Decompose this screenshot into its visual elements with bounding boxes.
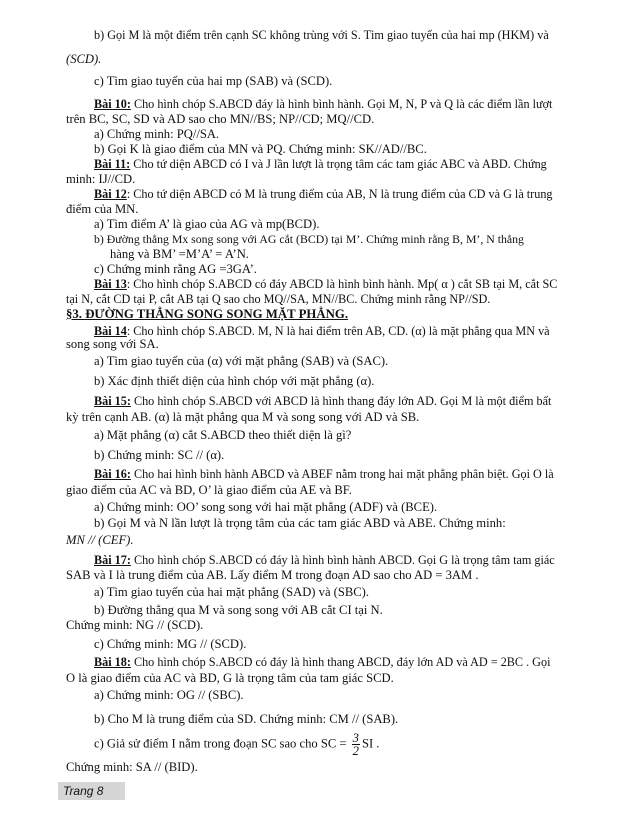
text-line: b) Chứng minh: SC // (α).: [94, 448, 225, 462]
text-line: b) Đường thẳng qua M và song song với AB cắt CI tại N.: [94, 603, 383, 617]
text-line: SAB và I là trung điểm của AB. Lấy điểm M trong đoạn AD sao cho AD = 3AM .: [66, 568, 479, 582]
text-line: c) Tìm giao tuyến của hai mp (SAB) và (SCD).: [94, 74, 333, 88]
exercise-16: [94, 467, 598, 482]
text-line: [94, 732, 598, 757]
page-number-footer: Trang 8: [58, 782, 125, 800]
math-text: c) Giả sử điểm I nằm trong đoạn SC sao cho SC =: [94, 736, 350, 751]
exercise-13: [94, 277, 598, 292]
text-line: b) Gọi M là một điểm trên cạnh SC không trùng với S. Tìm giao tuyến của hai mp (HKM) và: [94, 28, 549, 42]
text-line: b) Gọi K là giao điểm của MN và PQ. Chứng minh: SK//AD//BC.: [94, 142, 427, 156]
exercise-title: Bài 17:: [94, 553, 131, 567]
text-line: giao điểm của AC và BD, O’ là giao điểm của AE và BF.: [66, 483, 352, 497]
exercise-title: Bài 12: [94, 187, 127, 201]
text-line: trên BC, SC, SD và AD sao cho MN//BS; NP//CD; MQ//CD.: [66, 112, 375, 126]
exercise-title: Bài 16:: [94, 467, 131, 481]
text-line: b) Đường thẳng Mx song song với AG cắt (BCD) tại M’. Chứng minh rằng B, M’, N thẳng: [94, 232, 524, 246]
text-line: c) Chứng minh rằng AG =3GA’.: [94, 262, 257, 276]
text-line: a) Mặt phẳng (α) cắt S.ABCD theo thiết diện là gì?: [94, 428, 352, 442]
fraction-denominator: 2: [352, 744, 359, 758]
text-line: Chứng minh: SA // (BID).: [66, 760, 198, 774]
exercise-text: Cho hình chóp S.ABCD với ABCD là hình thang đáy lớn AD. Gọi M là một điểm bất: [130, 394, 552, 408]
text-line: a) Chứng minh: PQ//SA.: [94, 127, 220, 141]
text-line: minh: IJ//CD.: [66, 172, 136, 186]
exercise-text: Cho hình chóp S.ABCD có đáy là hình thang ABCD, đáy lớn AD và AD = 2BC . Gọi: [130, 655, 551, 669]
text-line: Chứng minh: NG // (SCD).: [66, 618, 204, 632]
exercise-title: Bài 18:: [94, 655, 131, 669]
text-line: a) Chứng minh: OO’ song song với hai mặt phẳng (ADF) và (BCE).: [94, 500, 438, 514]
math-text: SI .: [361, 736, 380, 751]
text-line: b) Xác định thiết diện của hình chóp với mặt phẳng (α).: [94, 374, 375, 388]
text-line: hàng và BM’ =M’A’ = A’N.: [110, 247, 249, 261]
exercise-text: : Cho tứ diện ABCD có M là trung điểm của AB, N là trung điểm của CD và G là trung: [126, 187, 553, 201]
text-line: O là giao điểm của AC và BD, G là trọng tâm của tam giác SCD.: [66, 671, 394, 685]
exercise-text: Cho hình chóp S.ABCD đáy là hình bình hành. Gọi M, N, P và Q là các điểm lần lượt: [130, 97, 553, 111]
text-line: b) Gọi M và N lần lượt là trọng tâm của các tam giác ABD và ABE. Chứng minh:: [94, 516, 506, 530]
text-line: a) Tìm giao tuyến của (α) với mặt phẳng (SAB) và (SAC).: [94, 354, 389, 368]
exercise-text: : Cho hình chóp S.ABCD. M, N là hai điểm trên AB, CD. (α) là mặt phẳng qua MN và: [126, 324, 550, 338]
exercise-text: Cho hai hình bình hành ABCD và ABEF nằm trong hai mặt phẳng phân biệt. Gọi O là: [130, 467, 554, 481]
exercise-title: Bài 13: [94, 277, 127, 291]
text-line: b) Cho M là trung điểm của SD. Chứng minh: CM // (SAB).: [94, 712, 399, 726]
fraction: [352, 732, 360, 757]
text-line: c) Chứng minh: MG // (SCD).: [94, 637, 247, 651]
text-line: a) Tìm giao tuyến của hai mặt phẳng (SAD) và (SBC).: [94, 585, 370, 599]
exercise-title: Bài 10:: [94, 97, 131, 111]
exercise-12: [94, 187, 598, 202]
text-line: điểm của MN.: [66, 202, 139, 216]
exercise-title: Bài 14: [94, 324, 127, 338]
exercise-18: [94, 655, 598, 670]
exercise-text: Cho hình chóp S.ABCD có đáy là hình bình hành ABCD. Gọi G là trọng tâm tam giác: [130, 553, 555, 567]
exercise-10: [94, 97, 598, 112]
text-line: song song với SA.: [66, 337, 159, 351]
exercise-text: : Cho hình chóp S.ABCD có đáy ABCD là hình bình hành. Mp( α ) cắt SB tại M, cắt SC: [126, 277, 558, 291]
exercise-title: Bài 15:: [94, 394, 131, 408]
text-line: (SCD).: [66, 52, 102, 66]
text-line: kỳ trên cạnh AB. (α) là mặt phẳng qua M và song song với AD và SB.: [66, 410, 420, 424]
section-heading: §3. ĐƯỜNG THẲNG SONG SONG MẶT PHẲNG.: [66, 307, 349, 321]
text-line: a) Tìm điểm A’ là giao của AG và mp(BCD).: [94, 217, 320, 231]
exercise-17: [94, 553, 598, 568]
fraction-numerator: 3: [352, 731, 359, 745]
exercise-text: Cho tứ diện ABCD có I và J lần lượt là trọng tâm các tam giác ABC và ABD. Chứng: [130, 157, 547, 171]
text-line: a) Chứng minh: OG // (SBC).: [94, 688, 244, 702]
text-line: MN // (CEF).: [66, 533, 134, 547]
exercise-11: [94, 157, 598, 172]
text-line: tại N, cắt CD tại P, cắt AB tại Q sao cho MQ//SA, MN//BC. Chứng minh rằng NP//SD.: [66, 292, 491, 306]
exercise-title: Bài 11:: [94, 157, 131, 171]
exercise-15: [94, 394, 598, 409]
